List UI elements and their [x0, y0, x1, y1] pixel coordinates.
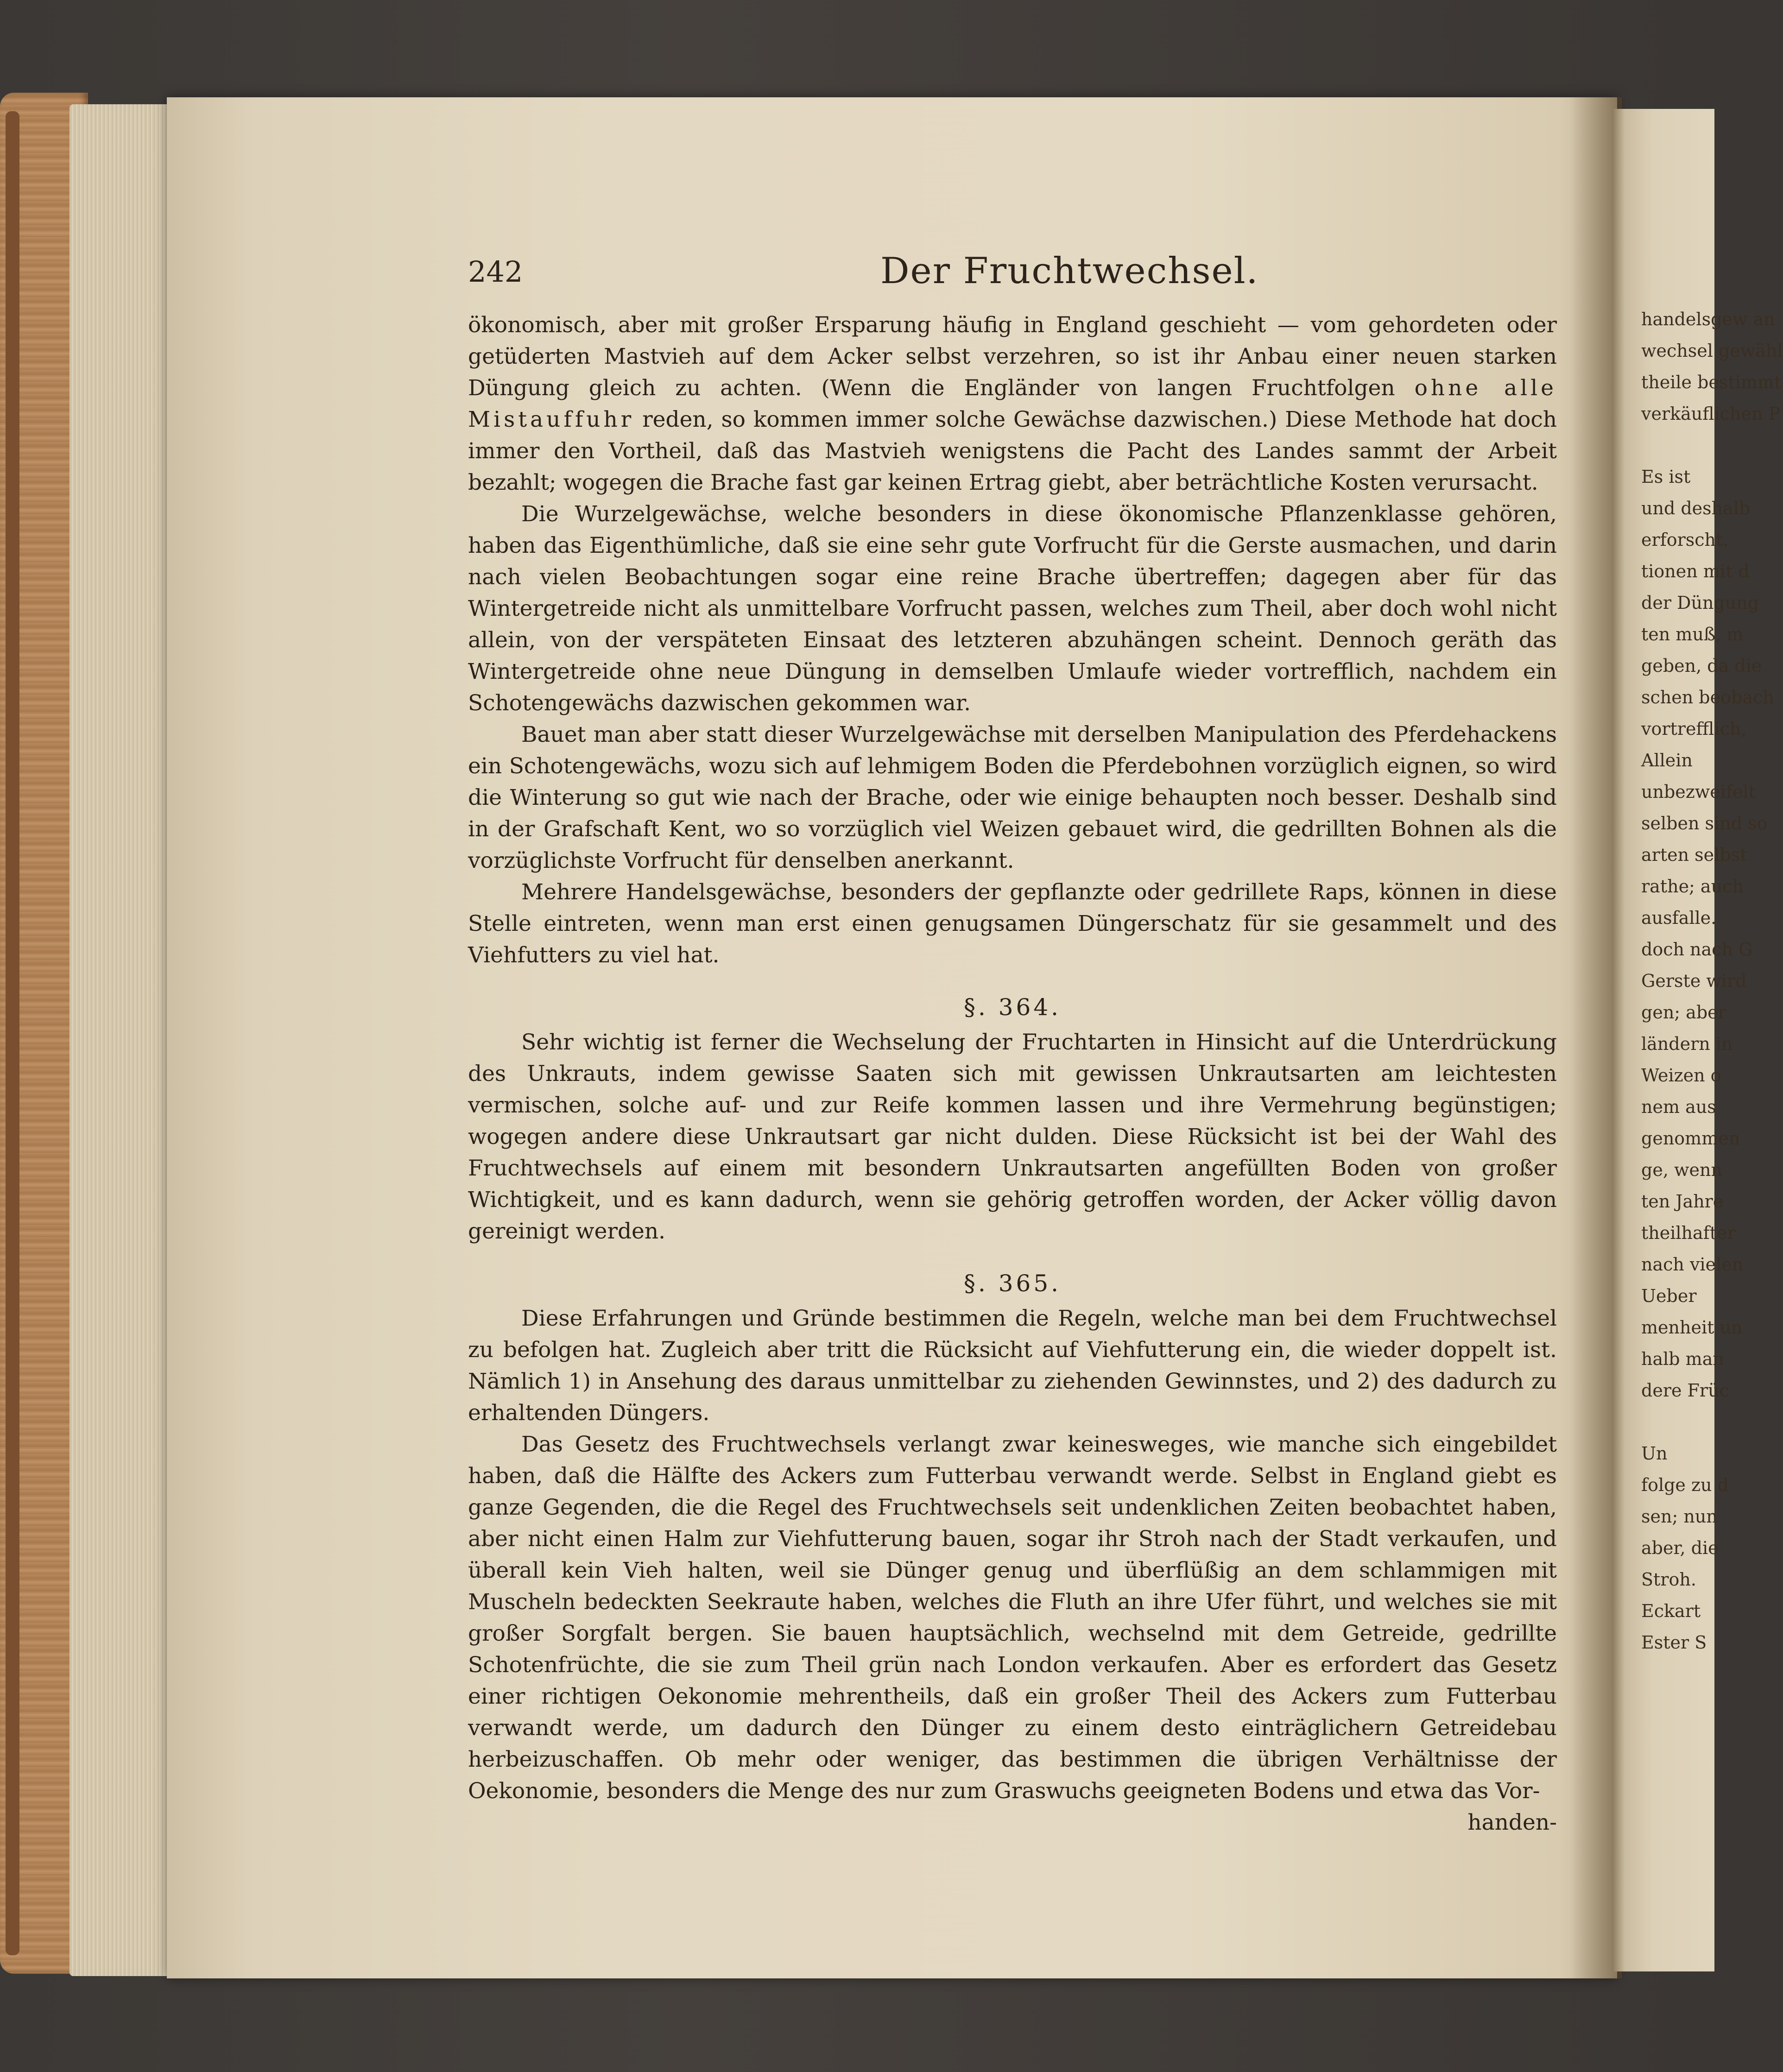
facing-line: nach vielen — [1641, 1254, 1744, 1275]
section-heading-365: §. 365. — [963, 1270, 1062, 1297]
facing-line: theilhafter — [1641, 1223, 1736, 1243]
paragraph-4: Mehrere Handelsgewächse, besonders der gepflanzte oder gedrillete Raps, können in diese Stelle eintreten, wenn man erst einen genugsamen Düngerschatz für sie gesammelt und des Viehfutters zu viel hat. — [468, 879, 1557, 968]
catchword: handen- — [1467, 1810, 1557, 1835]
facing-line: geben, da die — [1641, 656, 1762, 676]
main-text — [468, 310, 1557, 1838]
facing-line: arten selbst — [1641, 845, 1747, 865]
facing-line: folge zu d — [1641, 1475, 1729, 1495]
cover-edge — [6, 111, 19, 1955]
facing-line: ausfalle. — [1641, 908, 1717, 928]
facing-line: unbezweifelt — [1641, 782, 1756, 802]
paragraph-5: Sehr wichtig ist ferner die Wechselung der Fruchtarten in Hinsicht auf die Unterdrückung des Unkrauts, indem gewisse Saaten sich mit gewissen Unkrautsarten am leichtesten vermischen, solche auf- und zur Reife kommen lassen und ihre Vermehrung begünstigen; wogegen andere diese Unkrautsart gar nicht dulden. Diese Rücksicht ist bei der Wahl des Fruchtwechsels auf einem mit besondern Unkrautsarten angefüllten Boden von großer Wichtigkeit, und es kann dadurch, wenn sie gehörig getroffen worden, der Acker völlig davon gereinigt werden. — [468, 1030, 1557, 1244]
facing-line: handelsgew an — [1641, 309, 1775, 329]
section-heading-364: §. 364. — [963, 994, 1062, 1021]
facing-line: gen; aber — [1641, 1002, 1726, 1023]
paragraph-2: Die Wurzelgewächse, welche besonders in diese ökonomische Pflanzenklasse gehören, haben das Eigenthümliche, daß sie eine sehr gute Vorfrucht für die Gerste ausmachen, und darin nach vielen Beobachtungen sogar eine reine Brache übertreffen; dagegen aber für das Wintergetreide nicht als unmittelbare Vorfrucht passen, welches zum Theil, aber doch wohl nicht allein, von der verspäteten Einsaat des letzteren abzuhängen scheint. Dennoch geräth das Wintergetreide ohne neue Düngung in demselben Umlaufe wieder vortrefflich, nachdem ein Schotengewächs dazwischen gekommen war. — [468, 501, 1557, 716]
facing-line: tionen mit d — [1641, 561, 1750, 581]
facing-line: aber, die — [1641, 1538, 1719, 1558]
facing-line: verkäuflichen P — [1641, 404, 1781, 424]
facing-line: erforscht. — [1641, 530, 1729, 550]
running-head — [468, 250, 1552, 297]
facing-line: Allein — [1641, 750, 1693, 771]
facing-line: rathe; auch — [1641, 876, 1744, 897]
facing-line: Un — [1641, 1443, 1668, 1464]
facing-line: Ueber — [1641, 1286, 1697, 1306]
facing-line: Weizen o — [1641, 1065, 1721, 1086]
page-edges — [70, 104, 176, 1976]
facing-line: Ester S — [1641, 1632, 1707, 1653]
paragraph-6: Diese Erfahrungen und Gründe bestimmen die Regeln, welche man bei dem Fruchtwechsel zu befolgen hat. Zugleich aber tritt die Rücksicht auf Viehfutterung ein, die wieder doppelt ist. Nämlich 1) in Ansehung des daraus unmittelbar zu ziehenden Gewinnstes, und 2) des dadurch zu erhaltenden Düngers. — [468, 1306, 1557, 1426]
spaced-emphasis: ohne alle Mistauffuhr — [468, 375, 1557, 432]
facing-line: und deshalb — [1641, 498, 1751, 518]
facing-line — [1641, 430, 1734, 461]
facing-line: sen; nun — [1641, 1506, 1718, 1527]
page-number: 242 — [468, 255, 523, 289]
running-title: Der Fruchtwechsel. — [880, 250, 1259, 292]
facing-line: genommen — [1641, 1128, 1740, 1149]
facing-line: dere Früc — [1641, 1380, 1729, 1401]
facing-line: theile bestimmt — [1641, 372, 1782, 392]
facing-line: vortrefflich, — [1641, 719, 1747, 739]
paragraph-1: ökonomisch, aber mit großer Ersparung häufig in England geschieht — vom gehordeten oder getüderten Mastvieh auf dem Acker selbst verzehren, so ist ihr Anbau einer neuen starken Düngung gleich zu achten. (Wenn die Engländer von langen Fruchtfolgen ohne alle Mistauffuhr reden, so kommen immer solche Gewächse dazwischen.) Diese Methode hat doch immer den Vortheil, daß das Mastvieh wenigstens die Pacht des Landes sammt der Arbeit bezahlt; wogegen die Brache fast gar keinen Ertrag giebt, aber beträchtliche Kosten verursacht. — [468, 312, 1557, 495]
facing-line: Es ist — [1641, 467, 1691, 487]
facing-line: menheit un — [1641, 1317, 1743, 1338]
facing-page-text — [1641, 303, 1783, 1658]
facing-line: ge, wenn — [1641, 1160, 1722, 1180]
facing-line: ländern in — [1641, 1034, 1733, 1054]
facing-line — [1641, 1406, 1734, 1438]
facing-line: Gerste wird — [1641, 971, 1747, 991]
facing-line: Eckart — [1641, 1601, 1701, 1621]
paragraph-7: Das Gesetz des Fruchtwechsels verlangt zwar keinesweges, wie manche sich eingebildet haben, daß die Hälfte des Ackers zum Futterbau verwandt werde. Selbst in England giebt es ganze Gegenden, die die Regel des Fruchtwechsels seit undenklichen Zeiten beobachtet haben, aber nicht einen Halm zur Viehfutterung bauen, sogar ihr Stroh nach der Stadt verkaufen, und überall kein Vieh halten, weil sie Dünger genug und überflüßig an dem schlammigen mit Muscheln bedeckten Seekraute haben, welches die Fluth an ihre Ufer führt, und welches sie mit großer Sorgfalt bergen. Sie bauen hauptsächlich, wechselnd mit dem Getreide, gedrillte Schotenfrüchte, die sie zum Theil grün nach London verkaufen. Aber es erfordert das Gesetz einer richtigen Oekonomie mehrentheils, daß ein großer Theil des Ackers zum Futterbau verwandt werde, um dadurch den Dünger zu einem desto einträglichern Getreidebau herbeizuschaffen. Ob mehr oder weniger, das bestimmen die übrigen Verhältnisse der Oekonomie, besonders die Menge des nur zum Graswuchs geeigneten Bodens und etwa das Vor- — [468, 1432, 1557, 1804]
facing-line: ten muß, m — [1641, 624, 1744, 644]
facing-line: schen beobach — [1641, 687, 1774, 708]
facing-line: ten Jahre — [1641, 1191, 1724, 1212]
facing-line: selben sind so — [1641, 813, 1768, 834]
facing-line: wechsel gewähl — [1641, 341, 1783, 361]
facing-page — [1612, 109, 1783, 1971]
facing-line: Stroh. — [1641, 1569, 1696, 1590]
paragraph-3: Bauet man aber statt dieser Wurzelgewächse mit derselben Manipulation des Pferdehackens ein Schotengewächs, wozu sich auf lehmigem Boden die Pferdebohnen vorzüglich eignen, so wird die Winterung so gut wie nach der Brache, oder wie einige behaupten noch besser. Deshalb sind in der Grafschaft Kent, wo so vorzüglich viel Weizen gebauet wird, die gedrillten Bohnen als die vorzüglichste Vorfrucht für denselben anerkannt. — [468, 722, 1557, 873]
facing-line: der Düngung — [1641, 593, 1759, 613]
facing-line: doch nach G — [1641, 939, 1753, 960]
facing-line: nem aus — [1641, 1097, 1716, 1117]
facing-line: halb man — [1641, 1349, 1724, 1369]
